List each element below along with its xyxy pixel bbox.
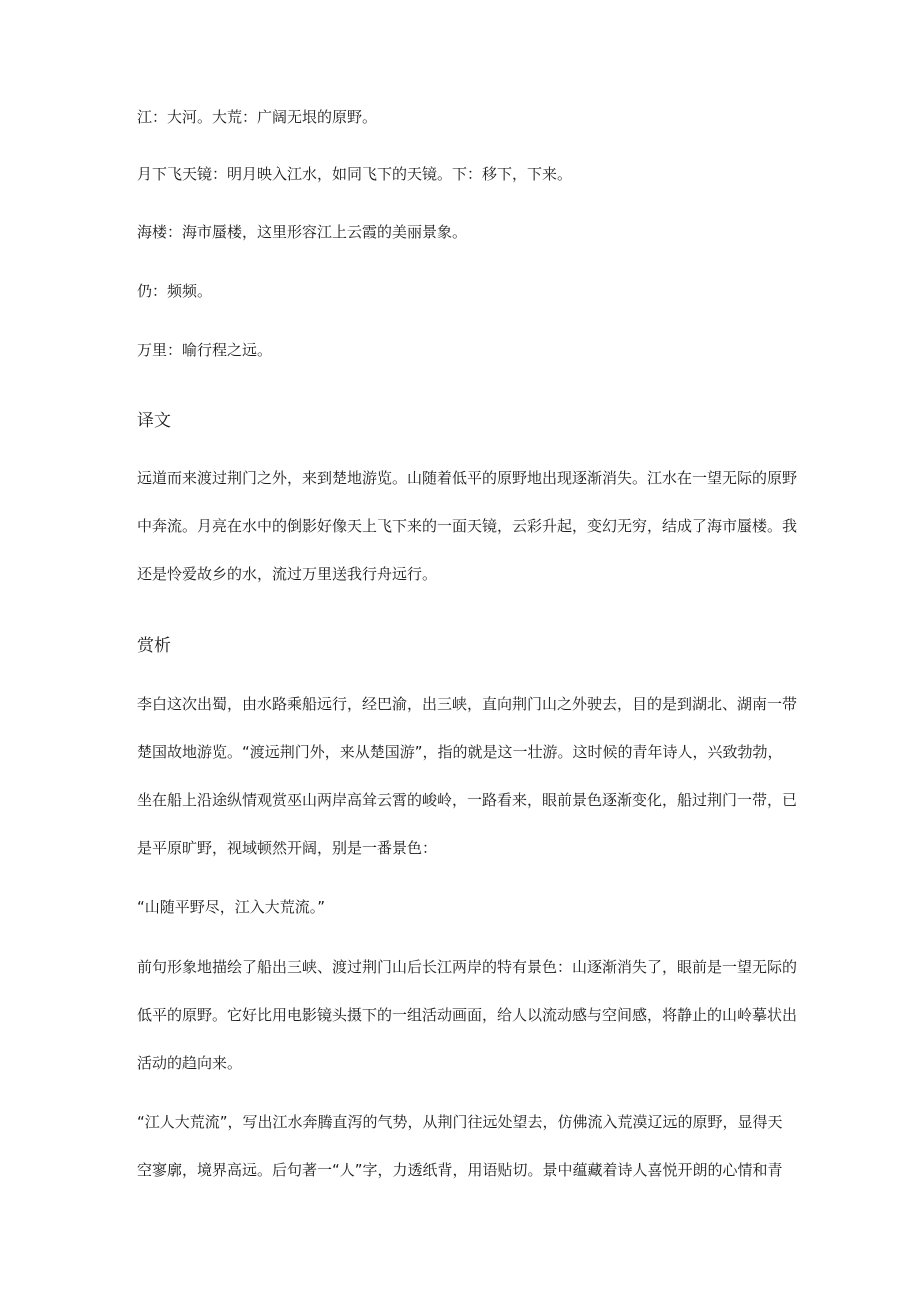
note-line: 海楼：海市蜃楼，这里形容江上云霞的美丽景象。 — [137, 223, 468, 241]
appreciation-line: “江人大荒流”，写出江水奔腾直泻的气势，从荆门往远处望去，仿佛流入荒漠辽远的原野，显得天 — [137, 1113, 783, 1131]
translation-line: 中奔流。月亮在水中的倒影好像天上飞下来的一面天镜，云彩升起，变幻无穷，结成了海市蜃楼。我 — [137, 517, 798, 535]
note-line: 月下飞天镜：明月映入江水，如同飞下的天镜。下：移下，下来。 — [137, 165, 573, 183]
translation-line: 远道而来渡过荆门之外，来到楚地游览。山随着低平的原野地出现逐渐消失。江水在一望无际的原野 — [137, 469, 798, 487]
quoted-verse: “山随平野尽，江入大荒流。” — [137, 898, 326, 916]
translation-line: 还是怜爱故乡的水，流过万里送我行舟远行。 — [137, 565, 438, 583]
translation-heading: 译文 — [137, 411, 171, 431]
note-line: 江：大河。大荒：广阔无垠的原野。 — [137, 108, 378, 126]
note-line: 万里：喻行程之远。 — [137, 341, 273, 359]
appreciation-line: 坐在船上沿途纵情观赏巫山两岸高耸云霄的峻岭，一路看来，眼前景色逐渐变化，船过荆门一带，已 — [137, 791, 798, 809]
appreciation-heading: 赏析 — [137, 636, 171, 656]
appreciation-line: 空寥廓，境界高远。后句著一“人”字，力透纸背，用语贴切。景中蕴藏着诗人喜悦开朗的心情和青 — [137, 1161, 783, 1179]
appreciation-line: 楚国故地游览。“渡远荆门外，来从楚国游”，指的就是这一壮游。这时候的青年诗人，兴致勃勃， — [137, 743, 783, 761]
appreciation-line: 李白这次出蜀，由水路乘船远行，经巴渝，出三峡，直向荆门山之外驶去，目的是到湖北、湖南一带 — [137, 695, 798, 713]
appreciation-line: 低平的原野。它好比用电影镜头摄下的一组活动画面，给人以流动感与空间感，将静止的山岭摹状出 — [137, 1006, 798, 1024]
appreciation-line: 是平原旷野，视域顿然开阔，别是一番景色： — [137, 839, 438, 857]
appreciation-line: 前句形象地描绘了船出三峡、渡过荆门山后长江两岸的特有景色：山逐渐消失了，眼前是一望无际的 — [137, 958, 798, 976]
appreciation-line: 活动的趋向来。 — [137, 1054, 243, 1072]
note-line: 仍：频频。 — [137, 282, 213, 300]
